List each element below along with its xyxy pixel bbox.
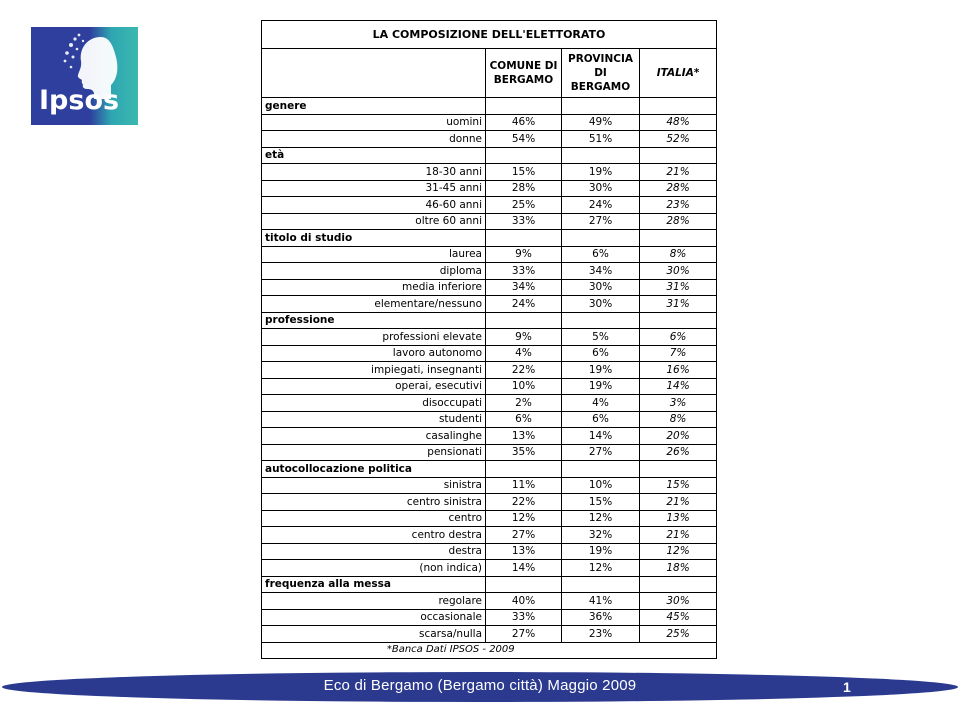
- row-label: 31-45 anni: [262, 180, 486, 197]
- value-italia: 28%: [640, 180, 717, 197]
- section-empty-cell: [640, 461, 717, 478]
- section-row: [262, 461, 717, 478]
- row-label: media inferiore: [262, 279, 486, 296]
- value-comune: 25%: [486, 197, 562, 214]
- value-italia: 31%: [640, 296, 717, 313]
- logo-text: Ipsos: [39, 85, 120, 116]
- section-row: [262, 230, 717, 247]
- section-label: genere: [262, 98, 486, 115]
- value-italia: 8%: [640, 411, 717, 428]
- row-label: casalinghe: [262, 428, 486, 445]
- value-comune: 2%: [486, 395, 562, 412]
- value-italia: 13%: [640, 510, 717, 527]
- value-provincia: 19%: [562, 543, 640, 560]
- header-blank: [262, 49, 486, 98]
- value-italia: 23%: [640, 197, 717, 214]
- section-row: [262, 312, 717, 329]
- value-provincia: 49%: [562, 114, 640, 131]
- value-provincia: 6%: [562, 246, 640, 263]
- value-provincia: 41%: [562, 593, 640, 610]
- value-comune: 27%: [486, 626, 562, 643]
- row-label: (non indica): [262, 560, 486, 577]
- value-comune: 11%: [486, 477, 562, 494]
- section-empty-cell: [640, 98, 717, 115]
- value-italia: 16%: [640, 362, 717, 379]
- value-comune: 54%: [486, 131, 562, 148]
- section-empty-cell: [486, 461, 562, 478]
- row-label: diploma: [262, 263, 486, 280]
- section-empty-cell: [562, 147, 640, 164]
- section-label: autocollocazione politica: [262, 461, 486, 478]
- table-row: [262, 131, 717, 148]
- header-row: [262, 49, 717, 98]
- value-comune: 13%: [486, 543, 562, 560]
- row-label: laurea: [262, 246, 486, 263]
- value-provincia: 32%: [562, 527, 640, 544]
- value-italia: 6%: [640, 329, 717, 346]
- section-empty-cell: [640, 576, 717, 593]
- value-provincia: 4%: [562, 395, 640, 412]
- section-empty-cell: [562, 312, 640, 329]
- value-provincia: 51%: [562, 131, 640, 148]
- table-row: [262, 428, 717, 445]
- table-row: [262, 411, 717, 428]
- table-row: [262, 345, 717, 362]
- electorate-composition-table: [261, 20, 717, 659]
- value-italia: 8%: [640, 246, 717, 263]
- section-empty-cell: [640, 230, 717, 247]
- value-provincia: 24%: [562, 197, 640, 214]
- value-italia: 31%: [640, 279, 717, 296]
- table-row: [262, 378, 717, 395]
- table-row: [262, 494, 717, 511]
- note-blank: [640, 642, 717, 659]
- value-provincia: 19%: [562, 164, 640, 181]
- section-empty-cell: [562, 98, 640, 115]
- table-row: [262, 395, 717, 412]
- table-row: [262, 296, 717, 313]
- value-comune: 13%: [486, 428, 562, 445]
- value-comune: 14%: [486, 560, 562, 577]
- value-provincia: 6%: [562, 411, 640, 428]
- value-provincia: 15%: [562, 494, 640, 511]
- value-comune: 10%: [486, 378, 562, 395]
- table-row: [262, 114, 717, 131]
- section-row: [262, 98, 717, 115]
- value-italia: 14%: [640, 378, 717, 395]
- value-provincia: 5%: [562, 329, 640, 346]
- value-provincia: 10%: [562, 477, 640, 494]
- row-label: studenti: [262, 411, 486, 428]
- table-row: [262, 180, 717, 197]
- value-italia: 21%: [640, 164, 717, 181]
- section-row: [262, 147, 717, 164]
- value-comune: 33%: [486, 609, 562, 626]
- row-label: 18-30 anni: [262, 164, 486, 181]
- section-empty-cell: [640, 147, 717, 164]
- value-provincia: 27%: [562, 213, 640, 230]
- value-italia: 26%: [640, 444, 717, 461]
- value-provincia: 12%: [562, 510, 640, 527]
- value-provincia: 12%: [562, 560, 640, 577]
- value-italia: 30%: [640, 593, 717, 610]
- column-header-comune: COMUNE DI BERGAMO: [486, 49, 562, 98]
- value-provincia: 30%: [562, 279, 640, 296]
- table-row: [262, 626, 717, 643]
- table-title: LA COMPOSIZIONE DELL'ELETTORATO: [262, 21, 717, 49]
- row-label: occasionale: [262, 609, 486, 626]
- row-label: scarsa/nulla: [262, 626, 486, 643]
- value-comune: 12%: [486, 510, 562, 527]
- row-label: centro sinistra: [262, 494, 486, 511]
- table-row: [262, 543, 717, 560]
- section-empty-cell: [486, 312, 562, 329]
- value-italia: 21%: [640, 494, 717, 511]
- value-provincia: 30%: [562, 180, 640, 197]
- table-row: [262, 246, 717, 263]
- page-number: 1: [843, 679, 851, 695]
- table-row: [262, 197, 717, 214]
- value-provincia: 27%: [562, 444, 640, 461]
- ipsos-logo: [31, 27, 138, 125]
- column-header-italia: ITALIA*: [640, 49, 717, 98]
- table-row: [262, 329, 717, 346]
- row-label: disoccupati: [262, 395, 486, 412]
- row-label: donne: [262, 131, 486, 148]
- section-label: frequenza alla messa: [262, 576, 486, 593]
- section-empty-cell: [486, 230, 562, 247]
- value-comune: 33%: [486, 263, 562, 280]
- value-italia: 21%: [640, 527, 717, 544]
- value-comune: 9%: [486, 246, 562, 263]
- note-row: [262, 642, 717, 659]
- section-row: [262, 576, 717, 593]
- value-comune: 15%: [486, 164, 562, 181]
- value-comune: 34%: [486, 279, 562, 296]
- value-comune: 4%: [486, 345, 562, 362]
- value-provincia: 30%: [562, 296, 640, 313]
- value-comune: 22%: [486, 494, 562, 511]
- value-italia: 45%: [640, 609, 717, 626]
- value-provincia: 19%: [562, 362, 640, 379]
- section-label: età: [262, 147, 486, 164]
- row-label: centro destra: [262, 527, 486, 544]
- section-empty-cell: [486, 98, 562, 115]
- value-provincia: 19%: [562, 378, 640, 395]
- row-label: pensionati: [262, 444, 486, 461]
- section-label: titolo di studio: [262, 230, 486, 247]
- value-comune: 27%: [486, 527, 562, 544]
- value-italia: 7%: [640, 345, 717, 362]
- section-empty-cell: [562, 461, 640, 478]
- value-comune: 28%: [486, 180, 562, 197]
- value-comune: 6%: [486, 411, 562, 428]
- value-italia: 3%: [640, 395, 717, 412]
- table-row: [262, 444, 717, 461]
- row-label: 46-60 anni: [262, 197, 486, 214]
- row-label: elementare/nessuno: [262, 296, 486, 313]
- section-label: professione: [262, 312, 486, 329]
- section-empty-cell: [640, 312, 717, 329]
- value-comune: 22%: [486, 362, 562, 379]
- value-provincia: 6%: [562, 345, 640, 362]
- table-row: [262, 164, 717, 181]
- table-row: [262, 510, 717, 527]
- value-italia: 25%: [640, 626, 717, 643]
- title-row: [262, 21, 717, 49]
- value-provincia: 14%: [562, 428, 640, 445]
- section-empty-cell: [562, 576, 640, 593]
- row-label: oltre 60 anni: [262, 213, 486, 230]
- table-row: [262, 213, 717, 230]
- value-comune: 24%: [486, 296, 562, 313]
- section-empty-cell: [486, 576, 562, 593]
- row-label: impiegati, insegnanti: [262, 362, 486, 379]
- value-italia: 52%: [640, 131, 717, 148]
- table-row: [262, 609, 717, 626]
- row-label: regolare: [262, 593, 486, 610]
- row-label: centro: [262, 510, 486, 527]
- source-note: *Banca Dati IPSOS - 2009: [262, 642, 640, 659]
- row-label: lavoro autonomo: [262, 345, 486, 362]
- table-row: [262, 527, 717, 544]
- table-row: [262, 362, 717, 379]
- value-italia: 30%: [640, 263, 717, 280]
- value-italia: 12%: [640, 543, 717, 560]
- value-comune: 9%: [486, 329, 562, 346]
- row-label: destra: [262, 543, 486, 560]
- value-provincia: 34%: [562, 263, 640, 280]
- footer-text: Eco di Bergamo (Bergamo città) Maggio 2009: [323, 677, 637, 694]
- table-row: [262, 263, 717, 280]
- value-provincia: 36%: [562, 609, 640, 626]
- table-row: [262, 560, 717, 577]
- value-italia: 20%: [640, 428, 717, 445]
- value-comune: 40%: [486, 593, 562, 610]
- value-comune: 46%: [486, 114, 562, 131]
- table-row: [262, 593, 717, 610]
- table-row: [262, 477, 717, 494]
- value-italia: 28%: [640, 213, 717, 230]
- table-row: [262, 279, 717, 296]
- section-empty-cell: [486, 147, 562, 164]
- row-label: sinistra: [262, 477, 486, 494]
- value-italia: 15%: [640, 477, 717, 494]
- row-label: operai, esecutivi: [262, 378, 486, 395]
- value-provincia: 23%: [562, 626, 640, 643]
- value-comune: 33%: [486, 213, 562, 230]
- value-italia: 18%: [640, 560, 717, 577]
- value-italia: 48%: [640, 114, 717, 131]
- row-label: uomini: [262, 114, 486, 131]
- row-label: professioni elevate: [262, 329, 486, 346]
- column-header-provincia: PROVINCIA DI BERGAMO: [562, 49, 640, 98]
- value-comune: 35%: [486, 444, 562, 461]
- section-empty-cell: [562, 230, 640, 247]
